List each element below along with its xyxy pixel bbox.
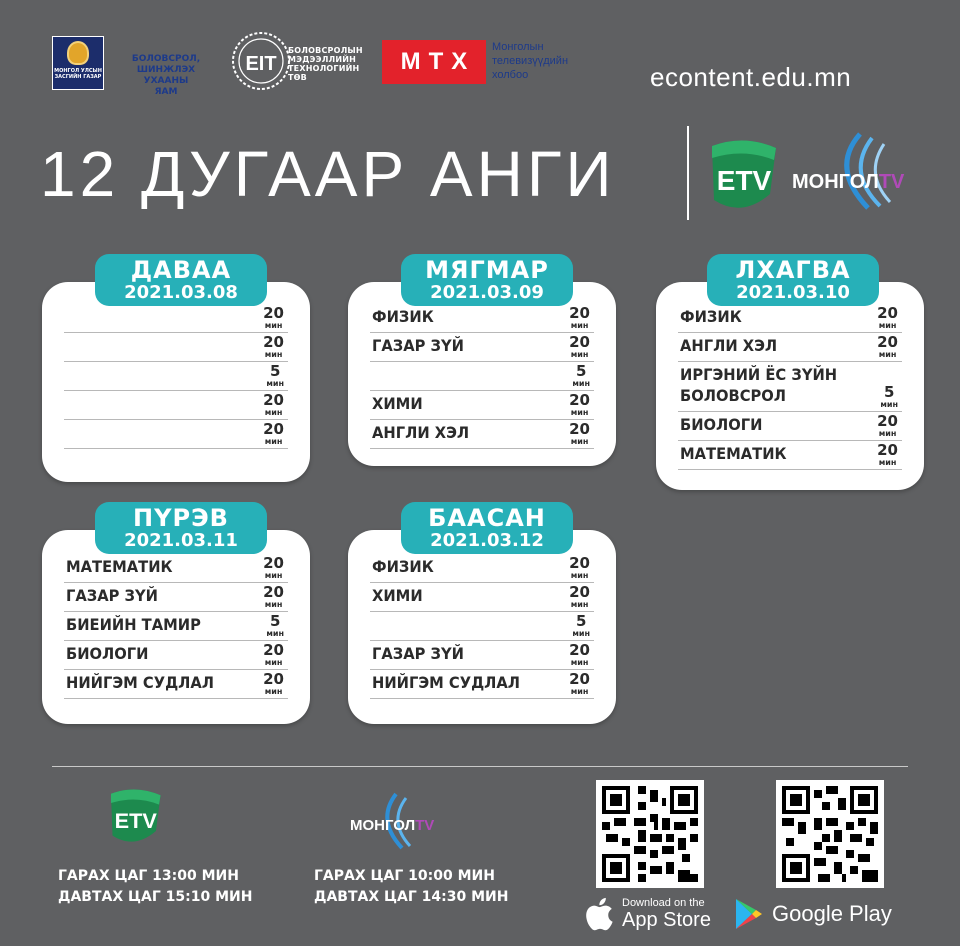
lesson-subject: АНГЛИ ХЭЛ [372,423,470,442]
day-name: ПҮРЭВ [133,504,229,532]
page-title: 12 ДУГААР АНГИ [40,138,616,210]
etv-repeat-time: ДАВТАХ ЦАГ 15:10 МИН [58,889,253,905]
lesson-row [64,670,288,699]
lesson-duration: 5 мин [572,612,590,638]
mtx-name: Монголын телевизүүдийн холбоо [492,41,569,81]
site-url[interactable]: econtent.edu.mn [650,62,852,92]
mtx-logo: МТХ [382,40,486,84]
lesson-row [370,554,594,583]
lesson-row [370,304,594,333]
day-name: ЛХАГВА [735,256,851,284]
app-store-big-text: App Store [622,909,711,931]
lesson-duration: 20 мин [263,391,284,417]
mongol-tv-logo-text: МОНГОЛ [792,171,879,193]
lesson-row [678,333,902,362]
lesson-duration: 5 мин [572,362,590,388]
lesson-row [64,362,288,391]
day-name: БААСАН [428,504,546,532]
day-card-tuesday [348,282,616,466]
lesson-duration: 20 мин [877,304,898,330]
app-store-badge[interactable] [584,894,724,934]
lesson-row [370,333,594,362]
svg-text:МОНГОЛTV [792,171,905,193]
lesson-row [64,641,288,670]
mongol-tv-schedule [314,866,508,908]
lesson-subject: ФИЗИК [372,557,434,576]
lesson-duration: 20 мин [877,412,898,438]
soyombo-seal-icon [67,41,89,65]
day-name: МЯГМАР [425,256,549,284]
lesson-subject: НИЙГЭМ СУДЛАЛ [372,673,521,692]
lesson-subject: ГАЗАР ЗҮЙ [66,586,158,605]
day-tab-friday [401,502,573,554]
lesson-row [370,641,594,670]
lesson-subject: ИРГЭНИЙ ЁС ЗҮЙН БОЛОВСРОЛ [680,365,838,405]
etv-air-time: ГАРАХ ЦАГ 13:00 МИН [58,868,239,884]
etv-logo [704,136,782,216]
qr-code-icon [782,786,878,882]
lesson-subject: БИОЛОГИ [66,644,149,663]
etv-logo-text: ETV [716,165,772,196]
lesson-duration: 20 мин [263,333,284,359]
app-store-qr-code[interactable] [596,780,704,888]
lesson-row [64,333,288,362]
lesson-subject: БИЕИЙН ТАМИР [66,615,201,634]
footer-mongol-tv-logo-suffix: TV [415,817,435,834]
lesson-duration: 5 мин [880,383,898,409]
eit-logo-text: EIT [245,53,277,75]
lesson-duration: 5 мин [266,612,284,638]
lesson-subject: АНГЛИ ХЭЛ [680,336,778,355]
lesson-subject: ФИЗИК [680,307,742,326]
ministry-name: БОЛОВСРОЛ, ШИНЖЛЭХ УХААНЫ ЯАМ [131,54,201,97]
emblem-text: МОНГОЛ УЛСЫН ЗАСГИЙН ГАЗАР [54,68,102,80]
google-play-big-text: Google Play [772,901,892,926]
lesson-subject: ХИМИ [372,586,423,605]
lesson-duration: 20 мин [569,670,590,696]
google-play-icon [734,898,764,930]
google-play-badge[interactable] [734,894,904,934]
lesson-subject: ГАЗАР ЗҮЙ [372,644,464,663]
lesson-row [678,412,902,441]
footer-etv-logo-text: ETV [114,807,157,833]
lesson-row [678,441,902,470]
lesson-row [64,391,288,420]
day-card-friday [348,530,616,724]
day-card-wednesday [656,282,924,490]
mongol-tv-logo-suffix: TV [878,171,905,193]
eit-logo [230,30,292,92]
lesson-duration: 20 мин [263,554,284,580]
lesson-duration: 20 мин [263,420,284,446]
day-date: 2021.03.12 [430,530,544,551]
lesson-duration: 20 мин [263,304,284,330]
lesson-list [678,304,902,470]
lesson-row [370,420,594,449]
lesson-subject: ГАЗАР ЗҮЙ [372,336,464,355]
lesson-duration: 20 мин [263,583,284,609]
day-card-monday [42,282,310,482]
lesson-subject: ФИЗИК [372,307,434,326]
mongol-tv-logo [790,128,930,214]
lesson-duration: 20 мин [569,420,590,446]
title-divider [687,126,689,220]
lesson-row [64,554,288,583]
lesson-duration: 5 мин [266,362,284,388]
apple-icon [584,897,614,931]
lesson-row [370,612,594,641]
lesson-list [370,554,594,699]
lesson-row [64,612,288,641]
lesson-row [678,304,902,333]
mongol-tv-air-time: ГАРАХ ЦАГ 10:00 МИН [314,868,495,884]
day-tab-thursday [95,502,267,554]
lesson-duration: 20 мин [569,554,590,580]
lesson-duration: 20 мин [569,641,590,667]
lesson-subject: МАТЕМАТИК [66,557,173,576]
day-tab-wednesday [707,254,879,306]
lesson-duration: 20 мин [569,391,590,417]
footer-mongol-tv-logo [346,790,446,852]
lesson-duration: 20 мин [263,670,284,696]
lesson-duration: 20 мин [877,333,898,359]
government-emblem [52,36,104,90]
day-date: 2021.03.11 [124,530,238,551]
app-store-label [622,897,711,931]
footer-mongol-tv-logo-text: МОНГОЛ [350,817,416,834]
lesson-duration: 20 мин [263,641,284,667]
lesson-list [64,554,288,699]
lesson-row [370,362,594,391]
lesson-subject: БИОЛОГИ [680,415,763,434]
footer-etv-logo [102,786,168,848]
lesson-duration: 20 мин [877,441,898,467]
eit-name: БОЛОВСРОЛЫН МЭДЭЭЛЛИЙН ТЕХНОЛОГИЙН ТӨВ [288,46,363,82]
day-tab-tuesday [401,254,573,306]
day-name: ДАВАА [130,256,232,284]
lesson-subject: МАТЕМАТИК [680,444,787,463]
lesson-row [370,670,594,699]
lesson-subject: ХИМИ [372,394,423,413]
lesson-row [370,583,594,612]
lesson-list [64,304,288,449]
app-store-small-text: Download on the [622,897,705,909]
svg-text:МОНГОЛTV [350,817,434,834]
day-card-thursday [42,530,310,724]
lesson-row [64,420,288,449]
lesson-duration: 20 мин [569,583,590,609]
lesson-duration: 20 мин [569,304,590,330]
lesson-duration: 20 мин [569,333,590,359]
etv-schedule [58,866,252,908]
day-date: 2021.03.08 [124,282,238,303]
lesson-row [370,391,594,420]
mongol-tv-repeat-time: ДАВТАХ ЦАГ 14:30 МИН [314,889,509,905]
day-tab-monday [95,254,267,306]
lesson-row [64,304,288,333]
footer-divider [52,766,908,767]
day-date: 2021.03.10 [736,282,850,303]
qr-code-icon [602,786,698,882]
lesson-row [678,362,902,412]
lesson-list [370,304,594,449]
lesson-row [64,583,288,612]
google-play-qr-code[interactable] [776,780,884,888]
day-date: 2021.03.09 [430,282,544,303]
lesson-subject: НИЙГЭМ СУДЛАЛ [66,673,215,692]
